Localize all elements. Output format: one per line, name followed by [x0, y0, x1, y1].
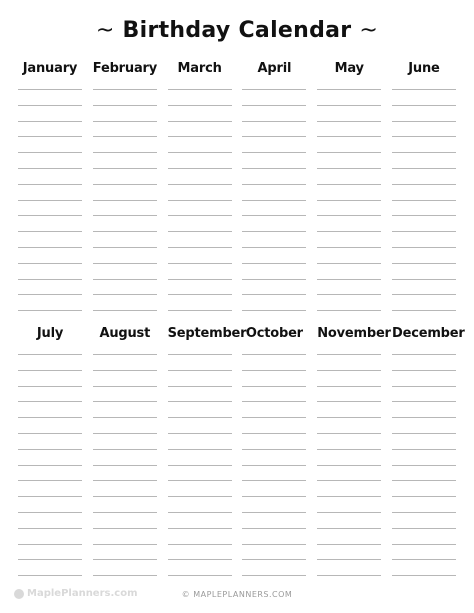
entry-line[interactable] [317, 200, 381, 216]
month-label: January [22, 61, 78, 76]
entry-line[interactable] [242, 168, 306, 184]
entry-line[interactable] [93, 136, 157, 152]
entry-line[interactable] [392, 417, 456, 433]
entry-line[interactable] [168, 294, 232, 310]
entry-line[interactable] [317, 354, 381, 370]
month-column-september [167, 324, 247, 591]
entry-line[interactable] [392, 136, 456, 152]
entry-lines[interactable] [18, 354, 82, 591]
entry-line[interactable] [317, 263, 381, 279]
entry-line[interactable] [242, 184, 306, 200]
entry-line[interactable] [93, 354, 157, 370]
entry-line[interactable] [168, 105, 232, 121]
month-label: July [36, 326, 64, 341]
entry-line[interactable] [93, 184, 157, 200]
entry-line[interactable] [18, 417, 82, 433]
entry-line[interactable] [93, 152, 157, 168]
entry-line[interactable] [18, 105, 82, 121]
entry-line[interactable] [317, 401, 381, 417]
entry-line[interactable] [392, 200, 456, 216]
month-column-october [242, 324, 306, 591]
entry-line[interactable] [168, 370, 232, 386]
entry-line[interactable] [317, 449, 381, 465]
entry-line[interactable] [317, 231, 381, 247]
months-top-row [18, 59, 456, 326]
entry-line[interactable] [168, 559, 232, 575]
entry-lines[interactable] [392, 354, 456, 591]
month-column-may [317, 59, 381, 326]
entry-line[interactable] [168, 231, 232, 247]
entry-line[interactable] [242, 215, 306, 231]
entry-line[interactable] [18, 184, 82, 200]
month-column-december [391, 324, 465, 591]
title-prefix: ~ [95, 18, 115, 43]
entry-line[interactable] [392, 544, 456, 560]
entry-lines[interactable] [168, 354, 232, 591]
entry-line[interactable] [317, 168, 381, 184]
entry-line[interactable] [392, 294, 456, 310]
entry-line[interactable] [18, 480, 82, 496]
entry-line[interactable] [317, 121, 381, 137]
entry-line[interactable] [18, 354, 82, 370]
entry-line[interactable] [317, 184, 381, 200]
entry-line[interactable] [392, 559, 456, 575]
entry-line[interactable] [317, 386, 381, 402]
entry-line[interactable] [317, 417, 381, 433]
entry-line[interactable] [93, 200, 157, 216]
entry-line[interactable] [317, 215, 381, 231]
entry-line[interactable] [242, 200, 306, 216]
entry-line[interactable] [168, 247, 232, 263]
entry-line[interactable] [242, 370, 306, 386]
entry-line[interactable] [168, 433, 232, 449]
entry-line[interactable] [18, 544, 82, 560]
entry-line[interactable] [93, 168, 157, 184]
entry-line[interactable] [18, 200, 82, 216]
entry-line[interactable] [242, 449, 306, 465]
entry-line[interactable] [317, 105, 381, 121]
entry-line[interactable] [242, 121, 306, 137]
entry-line[interactable] [392, 152, 456, 168]
entry-line[interactable] [93, 89, 157, 105]
entry-line[interactable] [392, 433, 456, 449]
entry-line[interactable] [168, 496, 232, 512]
entry-line[interactable] [242, 386, 306, 402]
entry-line[interactable] [93, 247, 157, 263]
entry-line[interactable] [18, 433, 82, 449]
entry-line[interactable] [93, 512, 157, 528]
entry-lines[interactable] [18, 89, 82, 326]
entry-line[interactable] [18, 559, 82, 575]
month-label: April [257, 61, 292, 76]
title-suffix: ~ [359, 18, 379, 43]
entry-lines[interactable] [93, 354, 157, 591]
entry-line[interactable] [168, 465, 232, 481]
entry-lines[interactable] [93, 89, 157, 326]
entry-line[interactable] [18, 247, 82, 263]
entry-line[interactable] [242, 417, 306, 433]
month-column-july [18, 324, 82, 591]
entry-line[interactable] [317, 152, 381, 168]
month-column-august [93, 324, 157, 591]
entry-line[interactable] [93, 279, 157, 295]
entry-line[interactable] [242, 480, 306, 496]
entry-line[interactable] [317, 559, 381, 575]
entry-lines[interactable] [168, 89, 232, 326]
entry-line[interactable] [242, 512, 306, 528]
entry-line[interactable] [317, 279, 381, 295]
month-column-june [392, 59, 456, 326]
entry-line[interactable] [242, 247, 306, 263]
entry-line[interactable] [392, 354, 456, 370]
entry-line[interactable] [392, 231, 456, 247]
entry-line[interactable] [168, 449, 232, 465]
entry-line[interactable] [93, 294, 157, 310]
entry-line[interactable] [168, 386, 232, 402]
entry-line[interactable] [93, 433, 157, 449]
entry-line[interactable] [392, 168, 456, 184]
entry-line[interactable] [242, 559, 306, 575]
entry-line[interactable] [242, 496, 306, 512]
entry-line[interactable] [392, 512, 456, 528]
entry-line[interactable] [18, 215, 82, 231]
entry-line[interactable] [18, 263, 82, 279]
entry-line[interactable] [18, 121, 82, 137]
month-label: September [167, 326, 247, 341]
entry-line[interactable] [18, 449, 82, 465]
months-bottom-row [18, 324, 465, 591]
entry-line[interactable] [242, 354, 306, 370]
entry-line[interactable] [18, 89, 82, 105]
entry-lines[interactable] [242, 89, 306, 326]
entry-line[interactable] [317, 544, 381, 560]
entry-line[interactable] [18, 465, 82, 481]
entry-lines[interactable] [317, 89, 381, 326]
title-text: Birthday Calendar [122, 18, 352, 43]
entry-line[interactable] [392, 386, 456, 402]
entry-line[interactable] [93, 496, 157, 512]
entry-line[interactable] [317, 512, 381, 528]
entry-line[interactable] [242, 528, 306, 544]
month-label: December [391, 326, 465, 341]
entry-line[interactable] [242, 433, 306, 449]
entry-line[interactable] [168, 152, 232, 168]
entry-line[interactable] [93, 370, 157, 386]
month-label: June [408, 61, 440, 76]
entry-line[interactable] [392, 215, 456, 231]
entry-line[interactable] [93, 401, 157, 417]
watermark-text: MaplePlanners.com [27, 588, 138, 599]
entry-line[interactable] [392, 263, 456, 279]
entry-line[interactable] [317, 480, 381, 496]
month-label: February [92, 61, 157, 76]
month-column-march [168, 59, 232, 326]
entry-line[interactable] [392, 480, 456, 496]
month-label: October [245, 326, 303, 341]
month-column-november [317, 324, 391, 591]
entry-line[interactable] [18, 496, 82, 512]
entry-line[interactable] [18, 370, 82, 386]
month-label: August [99, 326, 151, 341]
entry-line[interactable] [168, 417, 232, 433]
entry-line[interactable] [93, 386, 157, 402]
entry-line[interactable] [168, 279, 232, 295]
entry-line[interactable] [18, 528, 82, 544]
entry-line[interactable] [93, 559, 157, 575]
entry-line[interactable] [392, 465, 456, 481]
entry-line[interactable] [18, 294, 82, 310]
entry-line[interactable] [93, 528, 157, 544]
entry-line[interactable] [317, 528, 381, 544]
entry-line[interactable] [242, 401, 306, 417]
entry-line[interactable] [392, 528, 456, 544]
entry-line[interactable] [392, 184, 456, 200]
month-column-april [242, 59, 306, 326]
entry-line[interactable] [317, 294, 381, 310]
entry-line[interactable] [18, 386, 82, 402]
entry-line[interactable] [168, 89, 232, 105]
entry-line[interactable] [168, 354, 232, 370]
entry-line[interactable] [242, 544, 306, 560]
entry-line[interactable] [392, 449, 456, 465]
entry-line[interactable] [242, 279, 306, 295]
entry-line[interactable] [168, 263, 232, 279]
entry-line[interactable] [93, 215, 157, 231]
entry-line[interactable] [242, 263, 306, 279]
entry-line[interactable] [242, 231, 306, 247]
entry-line[interactable] [168, 136, 232, 152]
entry-line[interactable] [392, 247, 456, 263]
entry-lines[interactable] [242, 354, 306, 591]
entry-line[interactable] [317, 136, 381, 152]
entry-lines[interactable] [317, 354, 381, 591]
entry-line[interactable] [93, 465, 157, 481]
month-label: March [177, 61, 222, 76]
entry-line[interactable] [93, 544, 157, 560]
entry-line[interactable] [18, 168, 82, 184]
entry-line[interactable] [242, 89, 306, 105]
entry-line[interactable] [317, 496, 381, 512]
entry-line[interactable] [168, 121, 232, 137]
entry-line[interactable] [242, 465, 306, 481]
entry-line[interactable] [18, 279, 82, 295]
entry-line[interactable] [18, 231, 82, 247]
entry-line[interactable] [93, 231, 157, 247]
entry-line[interactable] [18, 136, 82, 152]
entry-line[interactable] [168, 544, 232, 560]
entry-line[interactable] [18, 401, 82, 417]
entry-line[interactable] [317, 370, 381, 386]
entry-line[interactable] [242, 152, 306, 168]
month-label: May [334, 61, 364, 76]
entry-line[interactable] [242, 294, 306, 310]
entry-line[interactable] [242, 105, 306, 121]
month-column-february [93, 59, 157, 326]
month-label: November [317, 326, 391, 341]
entry-line[interactable] [168, 200, 232, 216]
entry-line[interactable] [93, 449, 157, 465]
entry-line[interactable] [317, 433, 381, 449]
entry-line[interactable] [168, 528, 232, 544]
entry-line[interactable] [93, 105, 157, 121]
entry-line[interactable] [317, 89, 381, 105]
entry-line[interactable] [392, 89, 456, 105]
entry-line[interactable] [392, 401, 456, 417]
month-column-january [18, 59, 82, 326]
entry-line[interactable] [18, 152, 82, 168]
entry-line[interactable] [168, 215, 232, 231]
copyright-text: © MAPLEPLANNERS.COM [181, 590, 293, 599]
entry-line[interactable] [392, 279, 456, 295]
entry-line[interactable] [93, 121, 157, 137]
entry-line[interactable] [93, 417, 157, 433]
entry-line[interactable] [317, 465, 381, 481]
entry-lines[interactable] [392, 89, 456, 326]
entry-line[interactable] [168, 168, 232, 184]
entry-line[interactable] [392, 370, 456, 386]
footer [0, 588, 474, 604]
entry-line[interactable] [93, 480, 157, 496]
entry-line[interactable] [168, 512, 232, 528]
entry-line[interactable] [93, 263, 157, 279]
entry-line[interactable] [392, 496, 456, 512]
entry-line[interactable] [392, 105, 456, 121]
entry-line[interactable] [168, 184, 232, 200]
entry-line[interactable] [168, 401, 232, 417]
entry-line[interactable] [242, 136, 306, 152]
entry-line[interactable] [18, 512, 82, 528]
page-title [0, 14, 474, 48]
entry-line[interactable] [392, 121, 456, 137]
entry-line[interactable] [168, 480, 232, 496]
entry-line[interactable] [317, 247, 381, 263]
